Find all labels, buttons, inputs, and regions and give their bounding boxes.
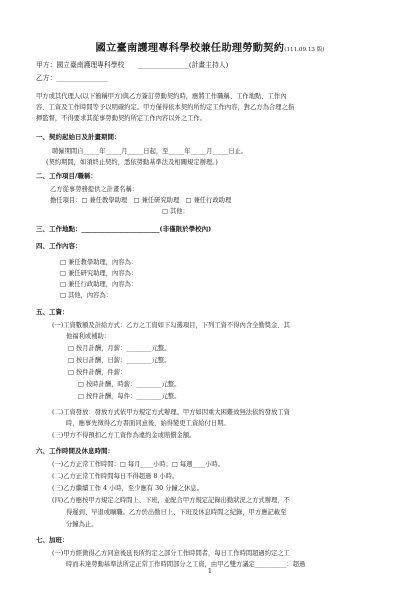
section-line: (三)甲方不得預扣乙方工資作為違約金或賠償金額。 [52,432,196,439]
section-line: □ 其他： [162,208,189,215]
section-heading: 七、加班： [36,536,69,544]
intro-line: 甲方或其代理人(以下簡稱甲方)與乙方簽訂勞動契約時，應將工作職稱、工作地點、工作內 [36,93,287,100]
section-line: □ 兼任行政助理，內容為： [60,281,138,288]
section-line: 時而未達勞動基準法所定正常工作時間部分之工資，由甲乙雙方議定__________：超過 [66,561,306,568]
title-version: (111.09.13 版) [284,47,325,53]
section-line: 他福利或補助： [66,333,111,340]
section-line: (二)工資發放：發放方式依甲方規定方式辦理。甲方如因重大困難致無法依約發放工資 [52,409,290,416]
section-line: (一)工資數額及計給方式：乙方之工資如下勾選項目，下列工資不得內含全勤獎金、其 [52,322,290,329]
section-line: □ 其他，內容為： [60,292,113,299]
section-line: (契約期間，如須終止契約，悉依勞動基準法及相關規定辦理。) [46,159,218,166]
section-line: □ 按件計酬，件薪： [68,369,127,376]
section-line: (四)乙方應按甲方規定之時間上、下班，並配合甲方規定記錄出勤狀況之方式辦理，不 [52,497,290,504]
section-heading: 二、工作項目/職稱： [36,172,97,180]
section-heading: 三、工作地點：________________________(非僅限於學校內) [36,225,212,233]
section-line: (三)乙方繼續工作 4 小時，至少應有 30 分鐘之休息。 [52,485,203,492]
section-heading: 六、工作時間及休息時間： [36,447,114,455]
title-main: 國立臺南護理專科學校兼任助理勞動契約 [95,42,285,54]
section-line: 分鐘為止。 [66,521,98,528]
section-line: □ 按月計酬，月薪：________元整。 [68,345,171,352]
section-line: □ 按件計酬，每件：________元整。 [78,393,181,400]
section-line: 擔任項目：□ 兼任教學助理 □ 兼任研究助理 □ 兼任行政助理 [50,197,232,204]
section-line: □ 兼任研究助理，內容為： [60,270,138,277]
document-title [0,36,420,55]
intro-line: 容、工資及工作時間等予以明確約定。甲方僅得依本契約所約定工作內容，對乙方為合理之指 [36,104,295,111]
section-heading: 四、工作內容： [36,242,82,250]
section-line: 聘僱期間自_____年_____月_____日起，至_____年_____月_____日止。 [52,148,248,155]
section-line: 時，應事先徵得乙方書面同意後，始得變更工資給付日期。 [66,420,230,427]
page-number: 1 [207,567,213,575]
section-heading: 五、工資： [36,308,69,316]
section-line: (一)甲方經徵得乙方同意後延長所約定之部分工作時間者，每日工作時間超過約定之工 [52,550,290,557]
section-line: 乙方從事勞務提供之計畫名稱： [50,186,139,193]
section-line: □ 按日計酬，日薪：________元整。 [68,357,171,364]
party-b-line: 乙方：_______________ [36,74,108,82]
section-heading: 一、契約起始日及計畫期間： [36,133,121,141]
section-line: □ 兼任教學助理，內容為： [60,259,138,266]
intro-line: 揮監督，不得要求其從事勞動契約所定工作內容以外之工作。 [36,115,207,122]
section-line: (一)乙方正常工作時間：□ 每月____小時；□ 每週____小時。 [52,461,224,468]
section-line: (二)乙方正常工作時間每日不得超過 8 小時。 [52,473,179,480]
section-line: □ 按時計酬，時薪：________元整。 [78,381,181,388]
party-a-line: 甲方：國立臺南護理專科學校 _______________(計畫主持人) [36,61,229,69]
section-line: 得遲到、早退或曠職。乙方於出勤日上、下班及休息時間之紀錄，甲方應記載至 [66,509,287,516]
